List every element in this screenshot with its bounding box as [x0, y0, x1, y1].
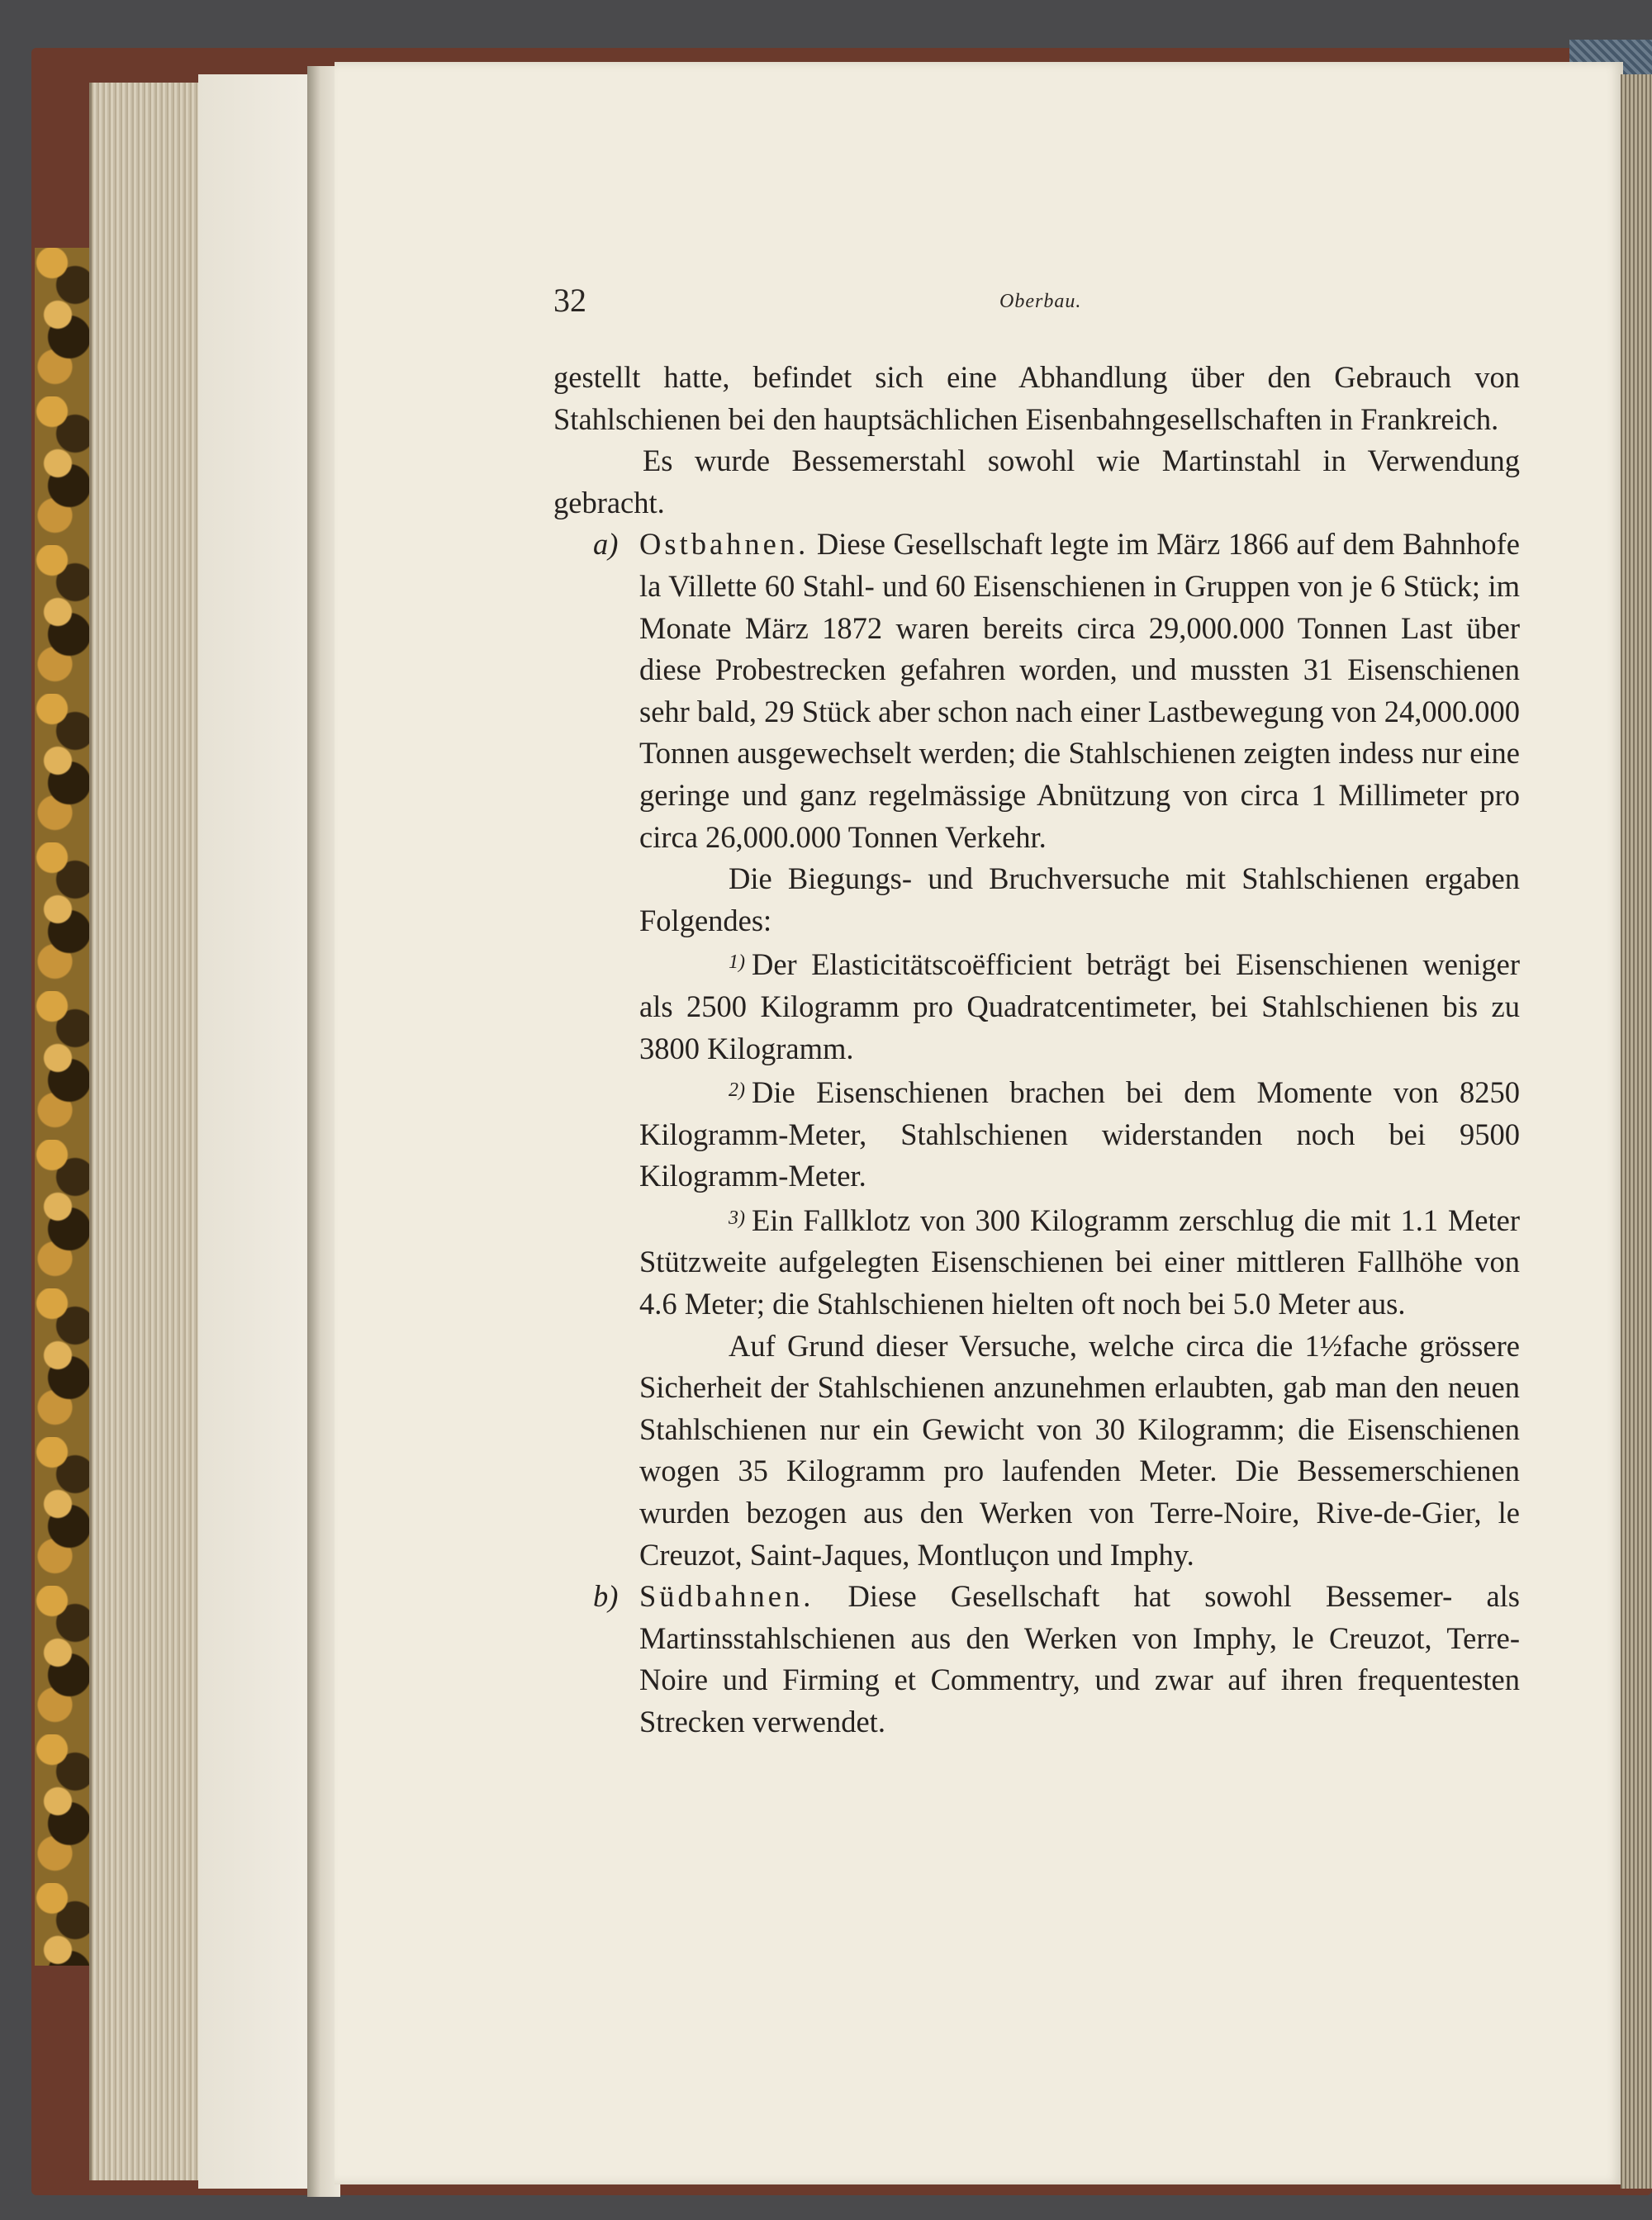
- section-title: Südbahnen.: [639, 1579, 814, 1614]
- paragraph: gestellt hatte, befindet sich eine Abhandlung über den Gebrauch von Stahlschienen bei den hauptsächlichen Eisenbahngesellschaften in Frankreich.: [553, 360, 1520, 436]
- section-title: Ostbahnen.: [639, 527, 809, 562]
- item-number: 2): [729, 1079, 745, 1102]
- section-marker: a): [593, 527, 619, 562]
- item-text: Die Eisenschienen brachen bei dem Momente von 8250 Kilogramm-Meter, Stahlschienen widerstanden noch bei 9500 Kilogramm-Meter.: [639, 1075, 1520, 1193]
- marbled-endpaper: [35, 248, 93, 1966]
- item-number: 3): [729, 1207, 745, 1229]
- test-item: [553, 1198, 1520, 1326]
- running-head: Oberbau.: [999, 291, 1082, 312]
- section-text: Diese Gesellschaft legte im März 1866 auf dem Bahnhofe la Villette 60 Stahl- und 60 Eisenschienen in Gruppen von je 6 Stück; im Monate März 1872 waren bereits circa 29,000.000 Tonnen Last über diese Probestrecken gefahren worden, und mussten 31 Eisenschienen sehr bald, 29 Stück aber schon nach einer Lastbewegung von 24,000.000 Tonnen ausgewechselt werden; die Stahlschienen zeigten indess nur eine geringe und ganz regelmässige Abnützung von circa 1 Millimeter pro circa 26,000.000 Tonnen Verkehr.: [639, 527, 1520, 854]
- page-number: 32: [553, 282, 586, 319]
- paragraph: Die Biegungs- und Bruchversuche mit Stahlschienen ergaben Folgendes:: [639, 861, 1520, 937]
- paragraph: Es wurde Bessemerstahl sowohl wie Martinstahl in Verwendung gebracht.: [553, 444, 1520, 519]
- page-header: [553, 281, 1545, 330]
- item-number: 1): [729, 951, 745, 974]
- body-text: [553, 357, 1520, 1743]
- section-marker: b): [593, 1579, 619, 1614]
- section-text: Diese Gesellschaft hat sowohl Bessemer- als Martinsstahlschienen aus den Werken von Imphy, le Creuzot, Terre-Noire und Firming et Commentry, und zwar auf ihren frequentesten Strecken verwendet.: [639, 1579, 1520, 1739]
- page-right-edge: [1621, 74, 1652, 2189]
- item-text: Der Elasticitätscoëfficient beträgt bei Eisenschienen weniger als 2500 Kilogramm pro Quadratcentimeter, bei Stahlschienen bis zu 3800 Kilogramm.: [639, 947, 1520, 1065]
- test-item: [553, 942, 1520, 1070]
- section-b: [553, 1576, 1520, 1743]
- left-page: [198, 74, 316, 2189]
- test-item: [553, 1070, 1520, 1198]
- paragraph: Auf Grund dieser Versuche, welche circa die 1½fache grössere Sicherheit der Stahlschienen anzunehmen erlaubten, gab man den neuen Stahlschienen nur ein Gewicht von 30 Kilogramm; die Eisenschienen wogen 35 Kilogramm pro laufenden Meter. Die Bessemerschienen wurden bezogen aus den Werken von Terre-Noire, Rive-de-Gier, le Creuzot, Saint-Jaques, Montluçon und Imphy.: [639, 1328, 1520, 1572]
- section-a: [553, 524, 1520, 858]
- item-text: Ein Fallklotz von 300 Kilogramm zerschlug die mit 1.1 Meter Stützweite aufgelegten Eisenschienen bei einer mittleren Fallhöhe von 4.6 Meter; die Stahlschienen hielten oft noch bei 5.0 Meter aus.: [639, 1202, 1520, 1321]
